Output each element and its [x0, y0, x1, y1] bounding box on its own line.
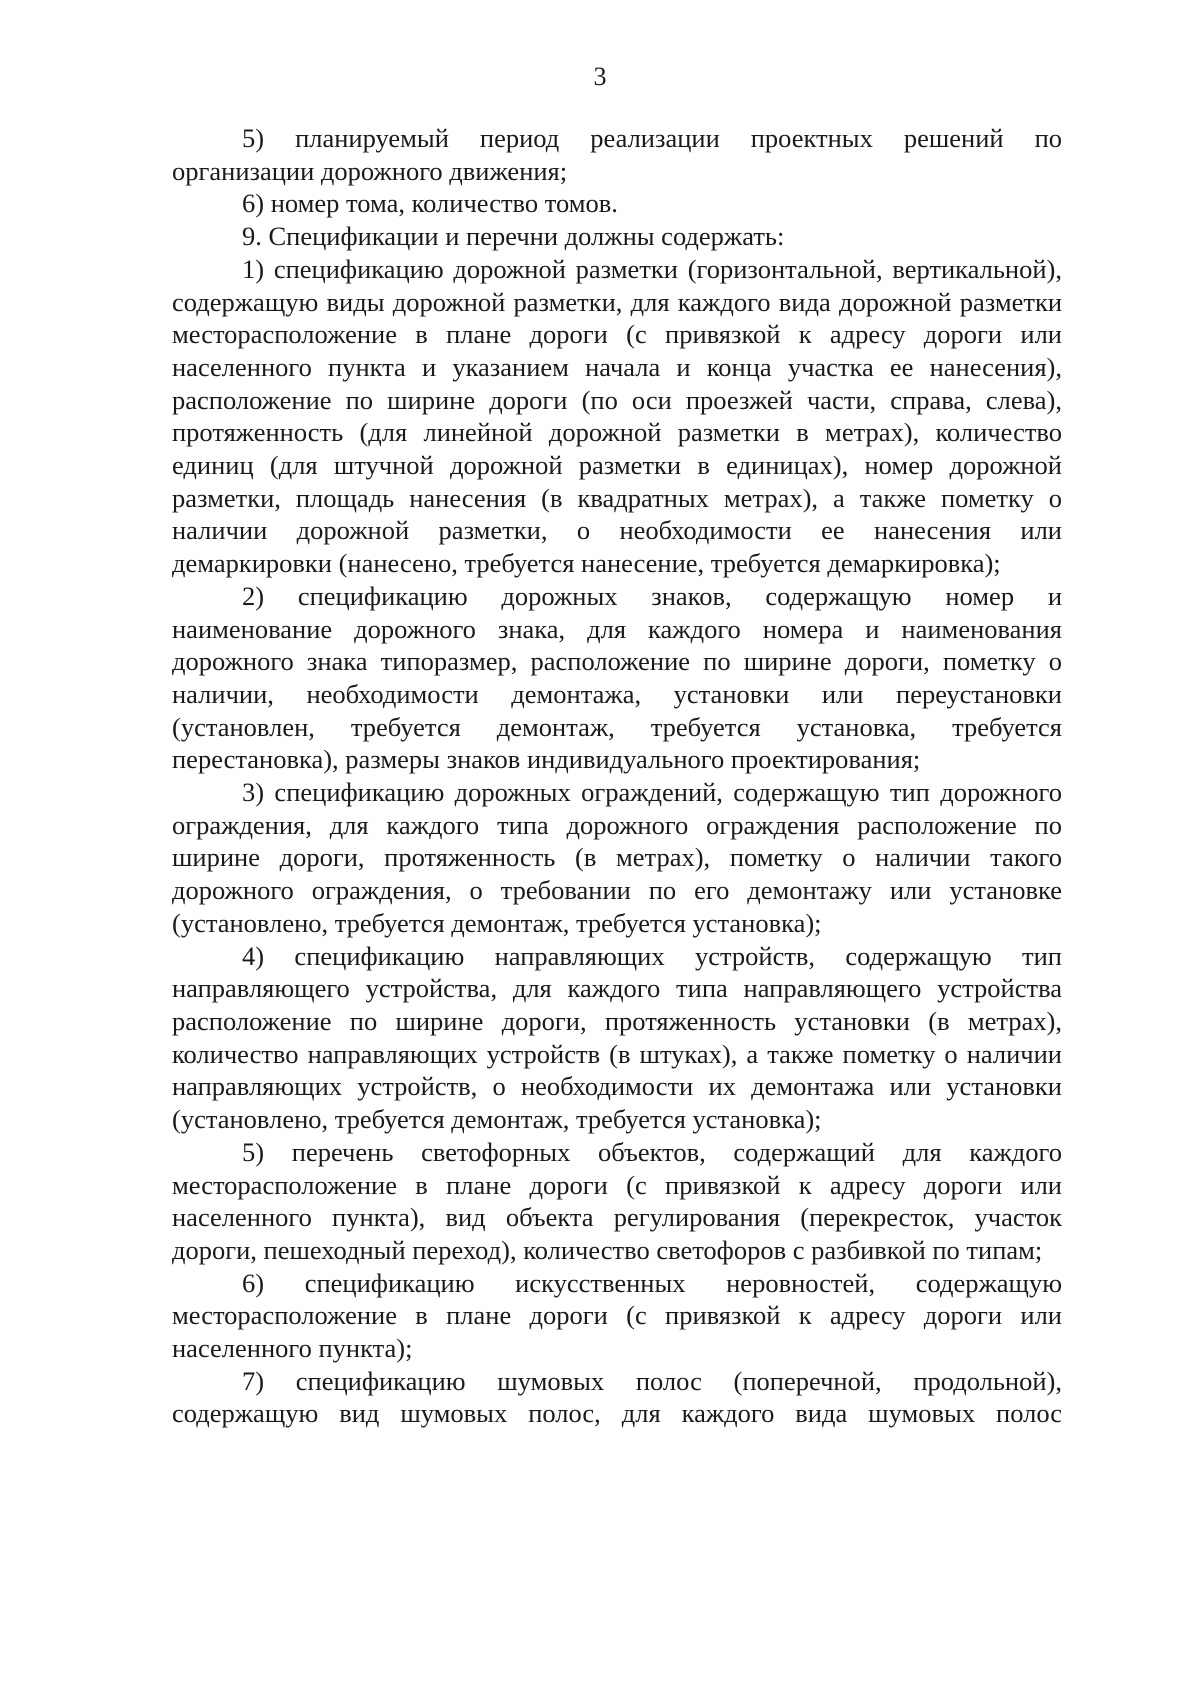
paragraph-item-4-guide-devices: 4) спецификацию направляющих устройств, содержащую тип направляющего устройства, для каждого типа направляющего устройства расположение по ширине дороги, протяженность установки (в метрах), количество направляющих устройств (в штуках), а также пометку о наличии направляющих устройств, о необходимости их демонтажа или установки (установлено, требуется демонтаж, требуется установка);: [172, 940, 1062, 1135]
paragraph-item-6-speed-bumps: 6) спецификацию искусственных неровностей, содержащую месторасположение в плане дороги (с привязкой к адресу дороги или населенного пункта);: [172, 1267, 1062, 1364]
paragraph-item-2-road-signs: 2) спецификацию дорожных знаков, содержащую номер и наименование дорожного знака, для каждого номера и наименования дорожного знака типоразмер, расположение по ширине дороги, пометку о наличии, необходимости демонтажа, установки или переустановки (установлен, требуется демонтаж, требуется установка, требуется перестановка), размеры знаков индивидуального проектирования;: [172, 580, 1062, 775]
paragraph-item-5-traffic-lights: 5) перечень светофорных объектов, содержащий для каждого месторасположение в плане дороги (с привязкой к адресу дороги или населенного пункта), вид объекта регулирования (перекресток, участок дороги, пешеходный переход), количество светофоров с разбивкой по типам;: [172, 1136, 1062, 1265]
page-number: 3: [593, 62, 607, 91]
paragraph-item-7-rumble-strips: 7) спецификацию шумовых полос (поперечной, продольной), содержащую вид шумовых полос, для каждого вида шумовых полос: [172, 1365, 1062, 1429]
paragraph-item-1-road-markings: 1) спецификацию дорожной разметки (горизонтальной, вертикальной), содержащую виды дорожной разметки, для каждого вида дорожной разметки месторасположение в плане дороги (с привязкой к адресу дороги или населенного пункта и указанием начала и конца участка ее нанесения), расположение по ширине дороги (по оси проезжей части, справа, слева), протяженность (для линейной дорожной разметки в метрах), количество единиц (для штучной дорожной разметки в единицах), номер дорожной разметки, площадь нанесения (в квадратных метрах), а также пометку о наличии дорожной разметки, о необходимости ее нанесения или демаркировки (нанесено, требуется нанесение, требуется демаркировка);: [172, 253, 1062, 579]
paragraph-item-5-period: 5) планируемый период реализации проектных решений по организации дорожного движения;: [172, 123, 1062, 186]
paragraph-section-9-heading: 9. Спецификации и перечни должны содержать:: [242, 221, 785, 252]
paragraph-item-3-road-barriers: 3) спецификацию дорожных ограждений, содержащую тип дорожного ограждения, для каждого типа дорожного ограждения расположение по ширине дороги, протяженность (в метрах), пометку о наличии такого дорожного ограждения, о требовании по его демонтажу или установке (установлено, требуется демонтаж, требуется установка);: [172, 777, 1062, 938]
paragraph-item-6-volume: 6) номер тома, количество томов.: [242, 188, 618, 219]
document-body: [172, 122, 1062, 1430]
